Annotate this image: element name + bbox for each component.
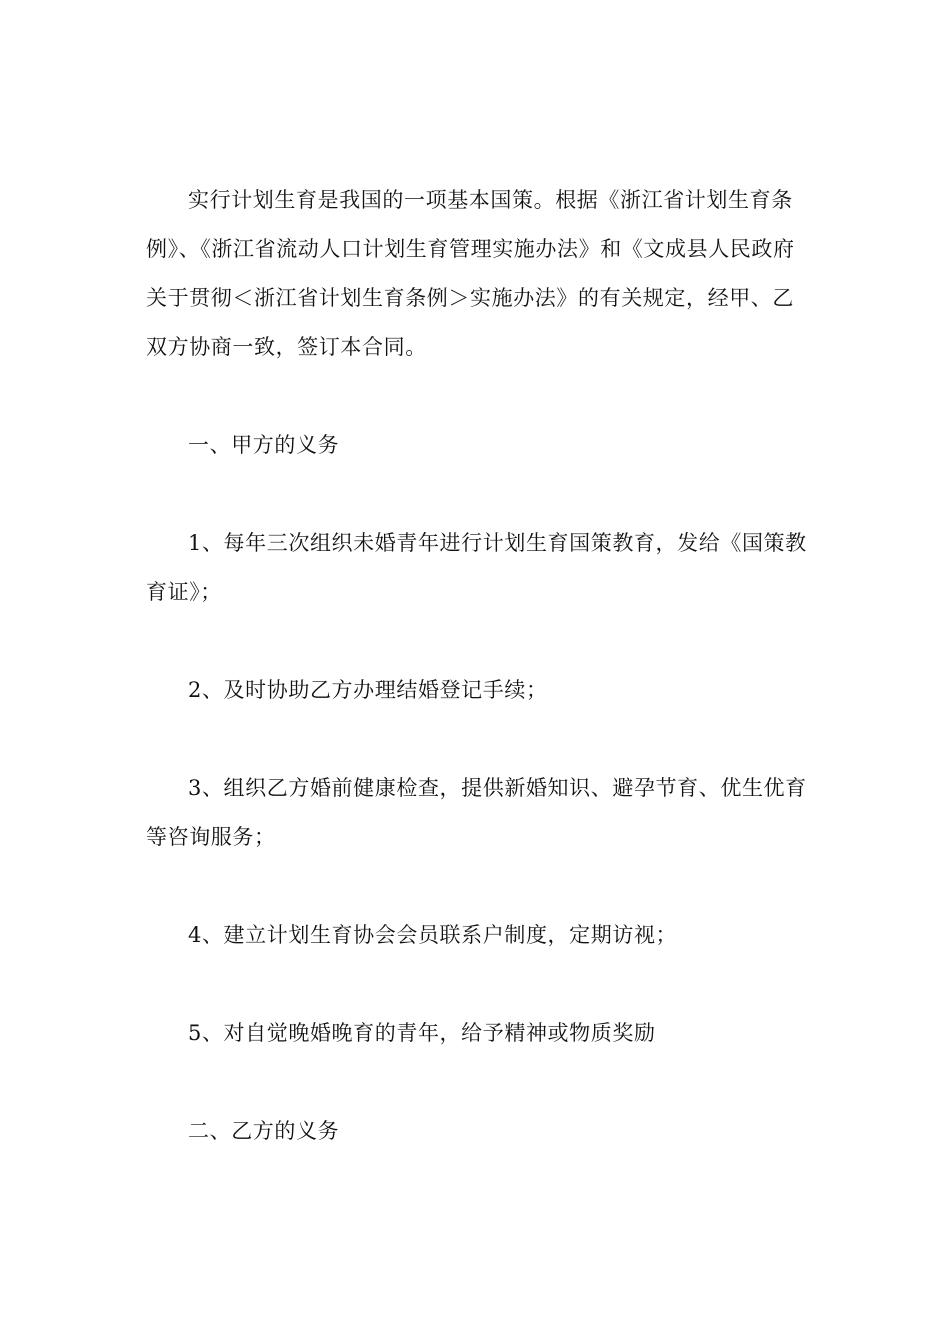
section-heading-party-b-obligations: 二、乙方的义务 xyxy=(188,1119,340,1143)
party-a-item-5: 5、对自觉晚婚晚育的青年，给予精神或物质奖励 xyxy=(188,1021,656,1045)
party-a-item-3: 3、组织乙方婚前健康检查，提供新婚知识、避孕节育、优生优育等咨询服务； xyxy=(146,776,807,849)
party-a-item-4: 4、建立计划生育协会会员联系户制度，定期访视； xyxy=(188,923,678,947)
party-a-item-2: 2、及时协助乙方办理结婚登记手续； xyxy=(188,678,548,702)
intro-paragraph: 实行计划生育是我国的一项基本国策。根据《浙江省计划生育条例》、《浙江省流动人口计划生育管理实施办法》和《文成县人民政府关于贯彻＜浙江省计划生育条例＞实施办法》的有关规定，经甲、乙双方协商一致，签订本合同。 xyxy=(146,188,795,359)
document-body xyxy=(146,176,810,1156)
party-a-item-1: 1、每年三次组织未婚青年进行计划生育国策教育，发给《国策教育证》； xyxy=(146,531,807,604)
section-heading-party-a-obligations: 一、甲方的义务 xyxy=(188,433,340,457)
